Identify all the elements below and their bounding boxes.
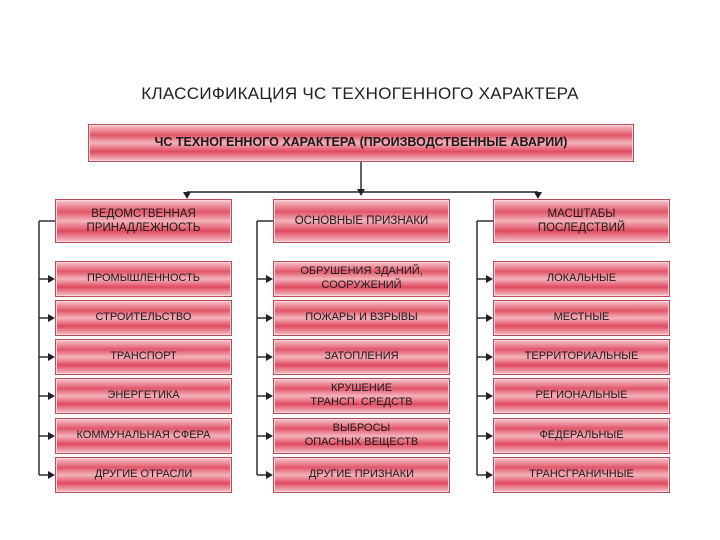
- arrow-to-col-1: [183, 192, 191, 199]
- arrow-to-col-3: [534, 192, 542, 199]
- arrow-col-1: [48, 353, 55, 361]
- column-2-item: КРУШЕНИЕ ТРАНСП. СРЕДСТВ: [273, 378, 450, 414]
- arrow-col-1: [48, 314, 55, 322]
- column-header-2: ОСНОВНЫЕ ПРИЗНАКИ: [273, 199, 450, 243]
- column-2-item: ВЫБРОСЫ ОПАСНЫХ ВЕЩЕСТВ: [273, 418, 450, 454]
- arrow-col-3: [486, 353, 493, 361]
- column-1-item: КОММУНАЛЬНАЯ СФЕРА: [55, 418, 232, 454]
- arrow-col-3: [486, 392, 493, 400]
- arrow-col-2: [266, 314, 273, 322]
- arrow-col-1: [48, 432, 55, 440]
- arrow-col-3: [486, 275, 493, 283]
- column-3-item: ЛОКАЛЬНЫЕ: [493, 261, 670, 297]
- arrow-col-3: [486, 471, 493, 479]
- main-box: ЧС ТЕХНОГЕННОГО ХАРАКТЕРА (ПРОИЗВОДСТВЕННЫЕ АВАРИИ): [88, 124, 634, 162]
- arrow-col-2: [266, 275, 273, 283]
- column-1-item: ЭНЕРГЕТИКА: [55, 378, 232, 414]
- arrow-col-1: [48, 471, 55, 479]
- column-header-1: ВЕДОМСТВЕННАЯ ПРИНАДЛЕЖНОСТЬ: [55, 199, 232, 243]
- arrow-col-3: [486, 432, 493, 440]
- column-header-3: МАСШТАБЫ ПОСЛЕДСТВИЙ: [493, 199, 670, 243]
- column-2-item: ЗАТОПЛЕНИЯ: [273, 339, 450, 375]
- column-1-item: ТРАНСПОРТ: [55, 339, 232, 375]
- column-2-item: ПОЖАРЫ И ВЗРЫВЫ: [273, 300, 450, 336]
- arrow-col-2: [266, 432, 273, 440]
- column-1-item: ПРОМЫШЛЕННОСТЬ: [55, 261, 232, 297]
- column-3-item: ФЕДЕРАЛЬНЫЕ: [493, 418, 670, 454]
- arrow-col-1: [48, 392, 55, 400]
- diagram-title: КЛАССИФИКАЦИЯ ЧС ТЕХНОГЕННОГО ХАРАКТЕРА: [141, 84, 579, 103]
- column-2-item: ОБРУШЕНИЯ ЗДАНИЙ, СООРУЖЕНИЙ: [273, 261, 450, 297]
- column-1-item: СТРОИТЕЛЬСТВО: [55, 300, 232, 336]
- column-2-item: ДРУГИЕ ПРИЗНАКИ: [273, 457, 450, 493]
- column-3-item: РЕГИОНАЛЬНЫЕ: [493, 378, 670, 414]
- column-3-item: МЕСТНЫЕ: [493, 300, 670, 336]
- column-3-item: ТРАНСГРАНИЧНЫЕ: [493, 457, 670, 493]
- arrow-col-2: [266, 353, 273, 361]
- arrow-col-1: [48, 275, 55, 283]
- arrow-col-2: [266, 471, 273, 479]
- arrow-col-2: [266, 392, 273, 400]
- column-3-item: ТЕРРИТОРИАЛЬНЫЕ: [493, 339, 670, 375]
- column-1-item: ДРУГИЕ ОТРАСЛИ: [55, 457, 232, 493]
- arrow-col-3: [486, 314, 493, 322]
